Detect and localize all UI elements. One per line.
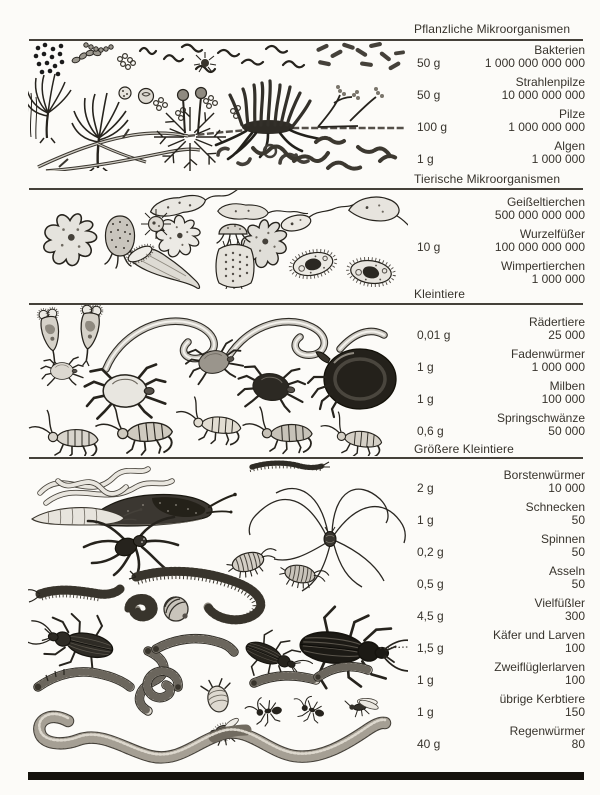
count-value: 25 000: [548, 327, 585, 342]
harvestman: [249, 489, 405, 591]
organism-row: [406, 348, 585, 373]
organism-row: [406, 140, 585, 165]
weight-label: 0,2 g: [417, 544, 444, 559]
footer-bar: [28, 772, 584, 780]
section-header-4: Größere Kleintiere: [414, 442, 514, 456]
bacteria-bean-chains: [71, 43, 113, 64]
weight-label: 1 g: [417, 151, 434, 166]
larger-small-animals-illustration: [28, 459, 408, 771]
count-value: 50 000: [548, 423, 585, 438]
organism-row: [406, 108, 585, 133]
count-value: 100 000 000 000: [494, 239, 585, 254]
pill-millipede: [164, 597, 188, 621]
centipede-top: [250, 462, 330, 471]
organism-row: [406, 316, 585, 341]
weight-label: 1 g: [417, 391, 434, 406]
conidia-branches: [318, 85, 384, 127]
springtail-1: [29, 410, 98, 456]
organism-name: übrige Kerbtiere: [499, 692, 585, 706]
organism-name: Fadenwürmer: [510, 347, 585, 361]
weight-label: 50 g: [417, 55, 441, 70]
count-value: 100 000: [541, 391, 585, 406]
organism-name: Algen: [554, 139, 585, 153]
weight-label: 10 g: [417, 239, 441, 254]
rotifer-2: [75, 305, 103, 367]
organism-row: [406, 44, 585, 69]
cocci-clusters: [118, 54, 241, 121]
organism-name: Vielfüßler: [534, 596, 585, 610]
heliozoan: [141, 209, 171, 239]
organism-row: [406, 533, 585, 558]
organism-name: Rädertiere: [528, 315, 585, 329]
section-header-1: Pflanzliche Mikroorganismen: [414, 22, 571, 36]
count-value: 1 000 000: [531, 359, 585, 374]
organism-name: Regenwürmer: [509, 724, 585, 738]
count-value: 500 000 000 000: [494, 207, 585, 222]
actinomycete-tree-large: [72, 93, 128, 171]
flagellate-3: [280, 203, 356, 233]
weight-label: 40 g: [417, 736, 441, 751]
count-value: 150: [564, 704, 585, 719]
organism-row: [406, 629, 585, 654]
winged-insect: [345, 695, 381, 718]
section-header-3: Kleintiere: [414, 287, 466, 301]
organism-row: [406, 501, 585, 526]
count-value: 1 000 000 000: [508, 119, 585, 134]
organism-name: Spinnen: [540, 532, 585, 546]
count-value: 1 000 000: [531, 151, 585, 166]
springtail-2: [93, 399, 174, 456]
count-value: 80: [571, 736, 585, 751]
weight-label: 2 g: [417, 480, 434, 495]
weight-label: 0,01 g: [417, 327, 451, 342]
plant-microorganisms-illustration: [28, 41, 408, 171]
woodlouse-2: [278, 562, 330, 592]
organism-name: Zweiflüglerlarven: [494, 660, 585, 674]
organism-row: [406, 196, 585, 221]
organism-row: [406, 76, 585, 101]
organism-name: Schnecken: [525, 500, 585, 514]
weight-label: 1 g: [417, 359, 434, 374]
organism-name: Wurzelfüßer: [519, 227, 585, 241]
actinomycete-tree-small: [28, 74, 71, 143]
count-value: 50: [571, 544, 585, 559]
paramecium-1: [288, 247, 338, 282]
weight-label: 100 g: [417, 119, 448, 134]
springtail-4: [242, 404, 313, 456]
springtail-5: [318, 410, 384, 456]
count-value: 10 000: [548, 480, 585, 495]
rod-bacteria: [316, 42, 405, 71]
weight-label: 1 g: [417, 512, 434, 527]
millipede-coiled: [128, 597, 154, 617]
organism-name: Bakterien: [534, 43, 585, 57]
weight-label: 1,5 g: [417, 640, 444, 655]
organism-name: Borstenwürmer: [503, 468, 585, 482]
paramecium-2: [346, 256, 396, 289]
rotifer-1: [37, 307, 66, 368]
fly-pupa: [200, 676, 235, 714]
dark-mite: [235, 361, 307, 414]
count-value: 300: [564, 608, 585, 623]
naked-amoeba-1: [44, 214, 97, 266]
organism-row: [406, 260, 585, 285]
spirilla-squiggles: [140, 45, 304, 72]
big-tick: [308, 349, 396, 417]
section-header-2: Tierische Mikroorganismen: [414, 172, 561, 186]
organism-name: Milben: [549, 379, 585, 393]
ant-1: [244, 695, 284, 729]
earthworm: [39, 714, 385, 757]
organism-name: Springschwänze: [496, 411, 585, 425]
organism-row: [406, 661, 585, 686]
weight-label: 4,5 g: [417, 608, 444, 623]
small-animals-illustration: [28, 305, 408, 456]
organism-name: Wimpertierchen: [500, 259, 585, 273]
weight-label: 1 g: [417, 704, 434, 719]
organism-name: Pilze: [558, 107, 585, 121]
weight-label: 0,6 g: [417, 423, 444, 438]
bacteria-dot-colony: [34, 43, 65, 77]
springtail-3: [174, 395, 243, 445]
organism-row: [406, 469, 585, 494]
ant-2: [289, 692, 327, 726]
organism-row: [406, 380, 585, 405]
animal-microorganisms-illustration: [28, 190, 408, 289]
weight-label: 50 g: [417, 87, 441, 102]
weight-label: 1 g: [417, 672, 434, 687]
strahlenpilze-tuft: [216, 81, 320, 159]
weight-label: 0,5 g: [417, 576, 444, 591]
organism-row: [406, 565, 585, 590]
count-value: 50: [571, 576, 585, 591]
count-value: 50: [571, 512, 585, 527]
organism-row: [406, 693, 585, 718]
count-value: 100: [564, 672, 585, 687]
woodlouse-1: [225, 546, 280, 582]
millipede-left: [28, 589, 120, 602]
organism-name: Strahlenpilze: [515, 75, 585, 89]
count-value: 1 000 000 000 000: [484, 55, 585, 70]
organism-row: [406, 597, 585, 622]
organism-name: Geißeltierchen: [506, 195, 585, 209]
organism-row: [406, 725, 585, 750]
count-value: 10 000 000 000: [501, 87, 585, 102]
count-value: 100: [564, 640, 585, 655]
organism-name: Käfer und Larven: [492, 628, 585, 642]
organism-row: [406, 412, 585, 437]
small-mite: [41, 357, 83, 385]
organism-row: [406, 228, 585, 253]
count-value: 1 000 000: [531, 271, 585, 286]
spore-balls: [119, 87, 154, 104]
pale-oribatid-mite: [85, 365, 166, 419]
organism-name: Asseln: [548, 564, 585, 578]
flagellate-4: [348, 195, 408, 233]
